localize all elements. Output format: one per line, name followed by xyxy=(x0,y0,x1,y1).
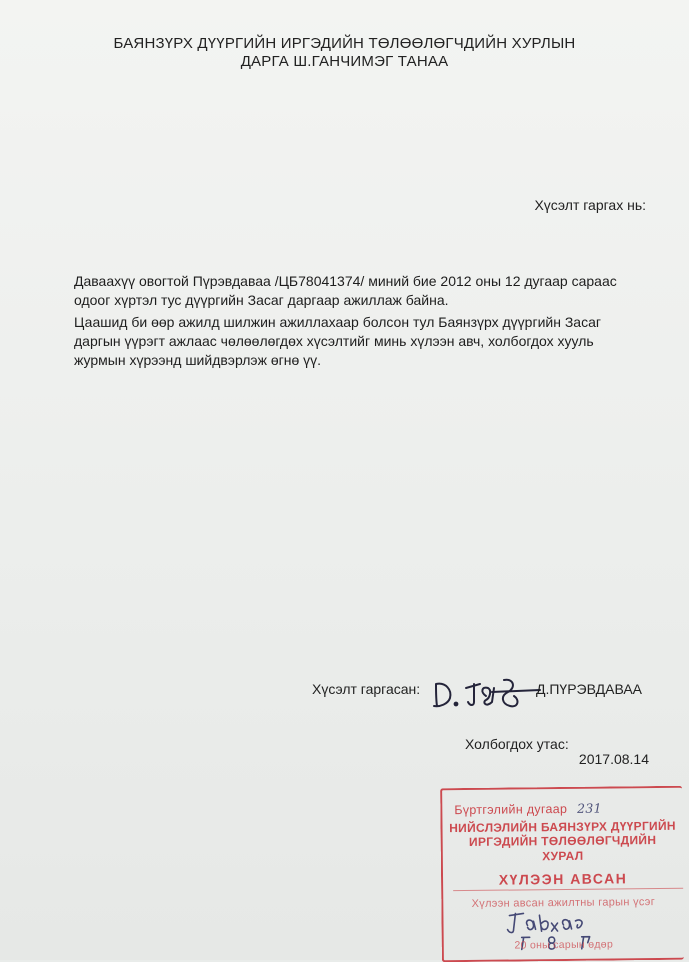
stamp-received-date: 20 оны сарын өдөр xyxy=(514,938,614,952)
signature-block xyxy=(312,676,652,712)
signature-label: Хүсэлт гаргасан: xyxy=(312,681,421,697)
registration-stamp xyxy=(440,786,684,962)
stamp-reg-label: Бүртгэлийн дугаар xyxy=(454,801,568,818)
subject-line: Хүсэлт гаргах нь: xyxy=(534,197,646,213)
signatory-name: Д.ПҮРЭВДАВАА xyxy=(536,681,643,697)
recipient-line-1: БАЯНЗҮРХ ДҮҮРГИЙН ИРГЭДИЙН ТӨЛӨӨЛӨГЧДИЙН ХУРЛЫН xyxy=(113,35,576,52)
stamp-status: ХҮЛЭЭН АВСАН xyxy=(498,870,628,888)
stamp-received-by: Хүлээн авсан ажилтны гарын үсэг xyxy=(471,896,656,910)
stamp-reg-number: 231 xyxy=(576,800,602,816)
stamp-org-line-2: ИРГЭДИЙН ТӨЛӨӨЛӨГЧДИЙН xyxy=(468,833,657,849)
stamp-org-line-1: НИЙСЛЭЛИЙН БАЯНЗҮРХ ДҮҮРГИЙН xyxy=(449,818,676,836)
contact-phone-label: Холбогдох утас: xyxy=(465,736,569,752)
stamp-divider xyxy=(453,888,683,891)
body-paragraph-2: Цаашид би өөр ажилд шилжин ажиллахаар болсон тул Баянзүрх дүүргийн Засаг даргын үүрэгт ажлаас чөлөөлөгдөх хүсэлтийг минь хүлээн авч, холбогдох хууль журмын хүрээнд шийдвэрлэж өгнө үү. xyxy=(74,314,601,368)
handwritten-signature xyxy=(430,672,550,712)
stamp-org-line-3: ХУРАЛ xyxy=(542,848,584,864)
body-paragraph-1: Даваахүү овогтой Пүрэвдаваа /ЦБ78041374/ миний бие 2012 оны 12 дугаар сараас одоог хүртэл тус дүүргийн Засаг даргаар ажиллаж байна. xyxy=(74,273,617,308)
recipient-line-2: ДАРГА Ш.ГАНЧИМЭГ ТАНАА xyxy=(240,53,449,70)
letter-date: 2017.08.14 xyxy=(578,751,649,767)
stamp-registration-row xyxy=(454,800,689,818)
